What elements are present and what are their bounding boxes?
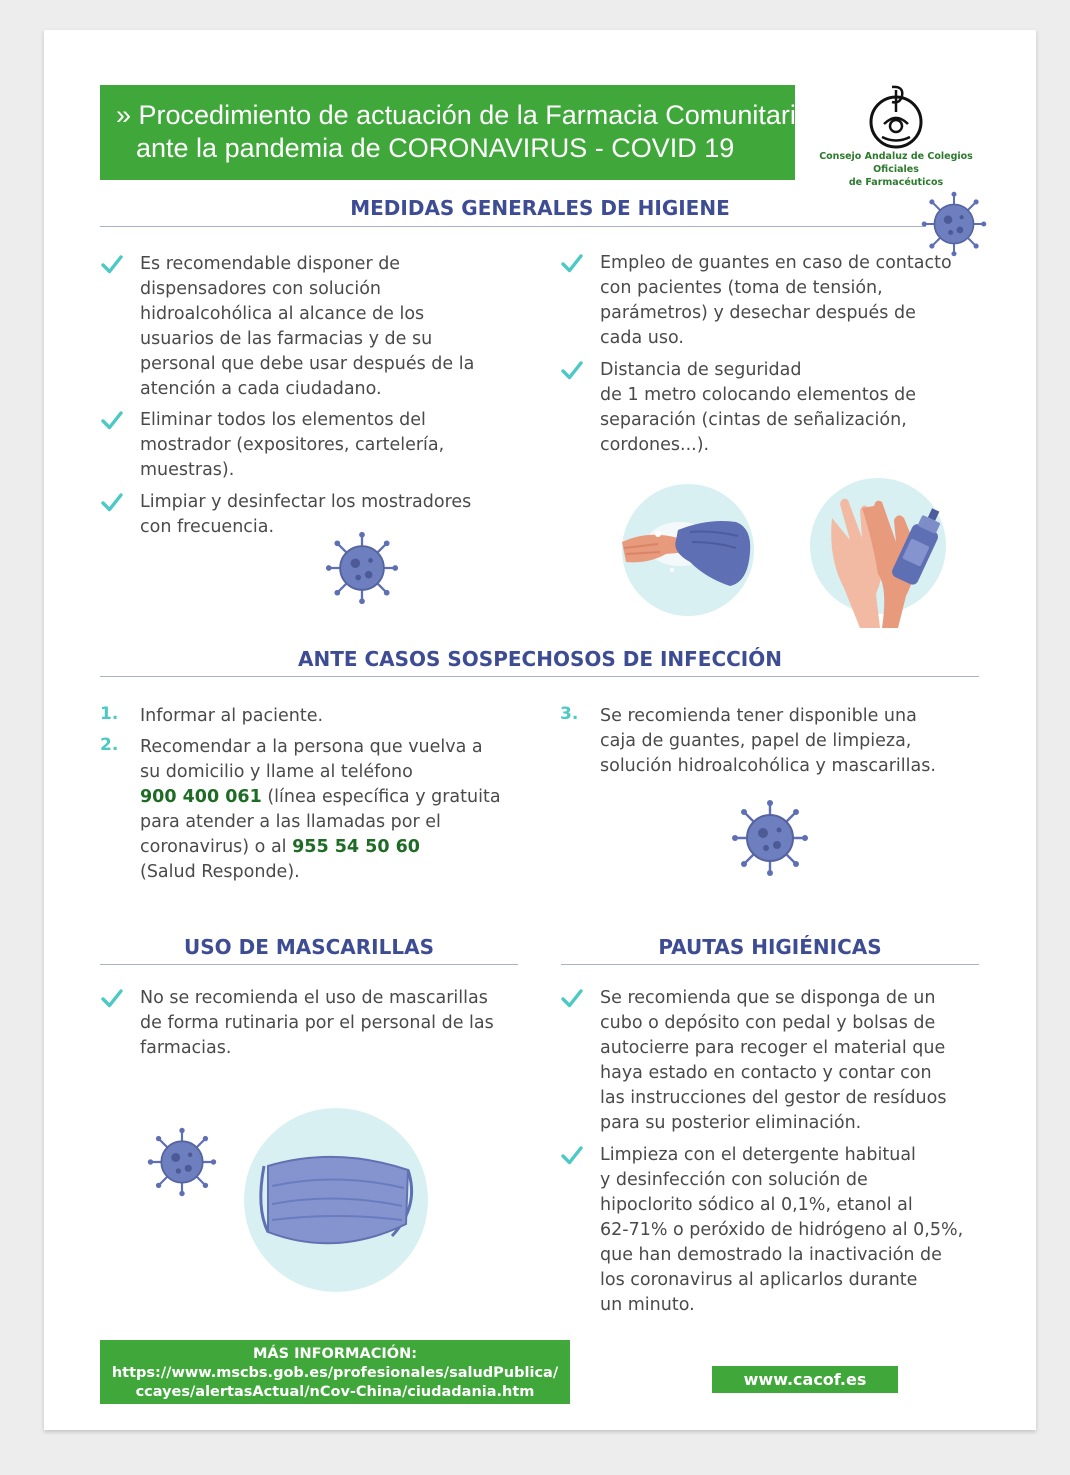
item-text: Empleo de guantes en caso de contacto con pacientes (toma de tensión, parámetros) y desechar después de cada uso. [600, 253, 952, 348]
item-text: Limpieza con el detergente habitual y desinfección con solución de hipoclorito sódico al 0,1%, etanol al 62-71% o peróxido de hidrógeno al 0,5%, que han demostrado la inactivación de los coronavirus al aplicarlos durante un minuto. [600, 1145, 964, 1315]
website-link[interactable]: www.cacof.es [712, 1366, 898, 1393]
item-text: Se recomienda tener disponible una caja de guantes, papel de limpieza, solución hidroalcohólica y mascarillas. [600, 706, 936, 776]
section-title-sospechosos: ANTE CASOS SOSPECHOSOS DE INFECCIÓN [297, 647, 782, 671]
item-number: 1. [100, 704, 119, 724]
pharmacy-emblem-icon [796, 82, 996, 150]
title-line-1: » Procedimiento de actuación de la Farmacia Comunitaria [116, 100, 811, 130]
item-text: Distancia de seguridad de 1 metro colocando elementos de separación (cintas de señalización, cordones...). [600, 360, 917, 455]
virus-icon [920, 190, 988, 258]
divider-pautas [561, 964, 979, 965]
checkmark-icon [100, 408, 124, 432]
divider-mascarillas [100, 964, 518, 965]
cacof-logo [796, 82, 996, 188]
checkmark-icon [100, 252, 124, 276]
item-text: Es recomendable disponer de dispensadores con solución hidroalcohólica al alcance de los usuarios de las farmacias y de su personal que debe usar después de la atención a cada ciudadano. [140, 254, 475, 399]
divider-sospechosos [100, 676, 979, 677]
checkmark-icon [560, 251, 584, 275]
checkmark-icon [100, 986, 124, 1010]
section-title-pautas: PAUTAS HIGIÉNICAS [658, 935, 882, 959]
item-number: 3. [560, 704, 579, 724]
checkmark-icon [100, 490, 124, 514]
checkmark-icon [560, 986, 584, 1010]
section-title-mascarillas: USO DE MASCARILLAS [184, 935, 434, 959]
title-banner [100, 85, 811, 180]
item-text-part: Recomendar a la persona que vuelva a su domicilio y llame al teléfono [140, 737, 483, 782]
more-info-url-line-1[interactable]: https://www.mscbs.gob.es/profesionales/saludPublica/ [111, 1365, 559, 1381]
phone-number[interactable]: 900 400 061 [140, 787, 262, 807]
more-info-box [100, 1340, 570, 1404]
virus-icon [146, 1126, 218, 1198]
item-text: No se recomienda el uso de mascarillas de forma rutinaria por el personal de las farmacias. [140, 988, 494, 1058]
item-text-part: (línea específica y gratuita [261, 787, 501, 807]
more-info-label: MÁS INFORMACIÓN: [252, 1346, 418, 1362]
item-text [140, 735, 501, 885]
item-text: Informar al paciente. [140, 706, 324, 726]
item-text: Limpiar y desinfectar los mostradores con frecuencia. [140, 492, 472, 537]
handwashing-illustration [618, 482, 758, 618]
poster-page [44, 30, 1036, 1430]
phone-number[interactable]: 955 54 50 60 [292, 837, 420, 857]
item-text: Eliminar todos los elementos del mostrador (expositores, cartelería, muestras). [140, 410, 445, 480]
title-line-2: ante la pandemia de CORONAVIRUS - COVID 19 [136, 133, 735, 163]
logo-text-line-2: de Farmacéuticos [848, 177, 944, 188]
hand-sanitizer-illustration [808, 478, 948, 630]
face-mask-illustration [242, 1108, 430, 1292]
checkmark-icon [560, 1143, 584, 1167]
logo-text-line-1: Consejo Andaluz de Colegios Oficiales [819, 151, 973, 175]
section-title-higiene: MEDIDAS GENERALES DE HIGIENE [350, 196, 730, 220]
item-text-part: para atender a las llamadas por el coronavirus) o al [140, 812, 441, 857]
divider-higiene [100, 226, 926, 227]
item-number: 2. [100, 735, 119, 755]
item-text-part: (Salud Responde). [140, 862, 300, 882]
more-info-url-line-2[interactable]: ccayes/alertasActual/nCov-China/ciudadania.htm [135, 1384, 535, 1400]
item-text: Se recomienda que se disponga de un cubo o depósito con pedal y bolsas de autocierre para recoger el material que haya estado en contacto y contar con las instrucciones del gestor de resíduos para su posterior eliminación. [600, 988, 947, 1133]
checkmark-icon [560, 358, 584, 382]
virus-icon [324, 530, 400, 606]
virus-icon [730, 798, 810, 878]
